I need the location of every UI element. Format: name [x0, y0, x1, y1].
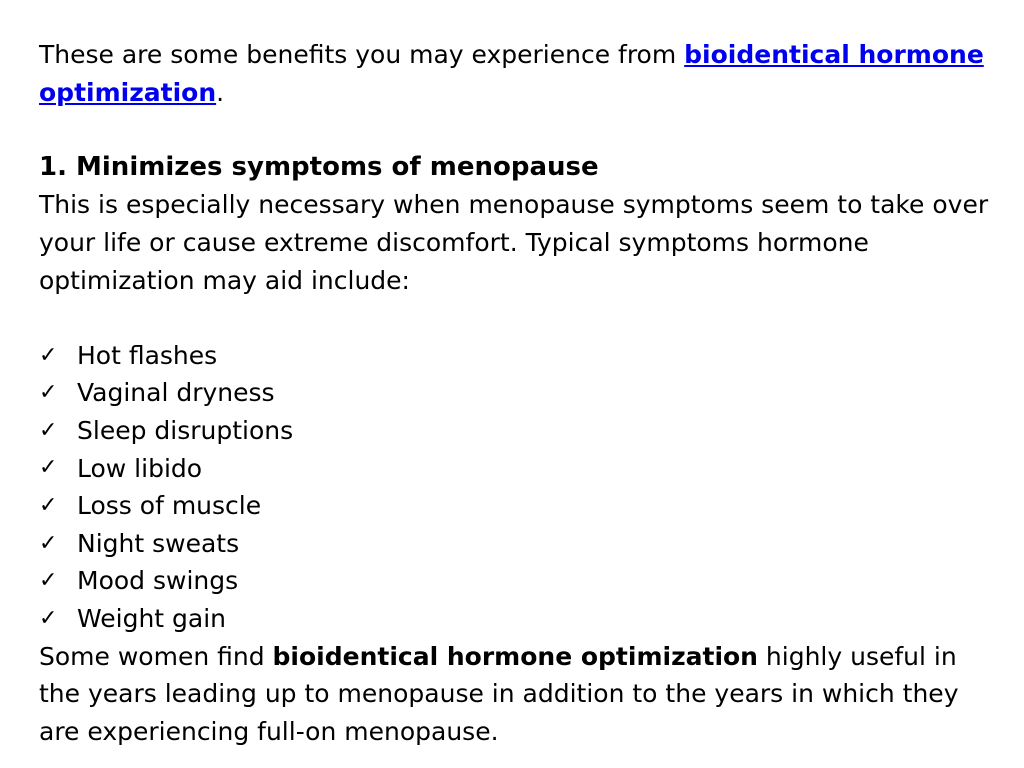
list-item	[39, 412, 999, 450]
section-heading: 1. Minimizes symptoms of menopause	[39, 151, 599, 182]
checkmark-icon: ✓	[39, 492, 58, 518]
checkmark-icon: ✓	[39, 455, 58, 481]
intro-text-before: These are some benefits you may experience from	[39, 40, 685, 69]
intro-paragraph	[39, 36, 999, 111]
checkmark-icon: ✓	[39, 605, 58, 631]
outro-paragraph	[39, 638, 999, 751]
checkmark-icon: ✓	[39, 417, 58, 443]
intro-text-after: .	[216, 77, 225, 107]
section-paragraph: This is especially necessary when menopause symptoms seem to take over your life or cause extreme discomfort. Typical symptoms hormone optimization may aid include:	[39, 190, 989, 295]
checkmark-icon: ✓	[39, 568, 58, 594]
list-item	[39, 562, 999, 600]
slide-content	[39, 36, 999, 750]
list-item	[39, 450, 999, 488]
list-item	[39, 600, 999, 638]
list-item-label: Loss of muscle	[77, 491, 262, 521]
outro-text-after: highly useful in the years leading up to menopause in addition to the years in which they are experiencing full-on menopause.	[39, 641, 959, 746]
list-item-label: Vaginal dryness	[77, 378, 275, 408]
list-item-label: Sleep disruptions	[77, 415, 294, 445]
checkmark-icon: ✓	[39, 530, 58, 556]
symptom-checklist	[39, 337, 999, 638]
list-item-label: Night sweats	[77, 528, 240, 558]
outro-text-before: Some women find	[39, 641, 273, 671]
checkmark-icon: ✓	[39, 380, 58, 406]
list-item-label: Mood swings	[77, 566, 239, 596]
list-item	[39, 525, 999, 563]
outro-bold-text: bioidentical hormone optimization	[272, 641, 758, 671]
list-item-label: Weight gain	[77, 603, 227, 633]
list-item-label: Low libido	[77, 453, 203, 483]
list-item	[39, 374, 999, 412]
checkmark-icon: ✓	[39, 342, 58, 368]
bioidentical-hormone-link[interactable]: bioidentical hormone optimization	[39, 40, 984, 107]
list-item	[39, 337, 999, 375]
list-item	[39, 487, 999, 525]
list-item-label: Hot flashes	[77, 340, 218, 370]
